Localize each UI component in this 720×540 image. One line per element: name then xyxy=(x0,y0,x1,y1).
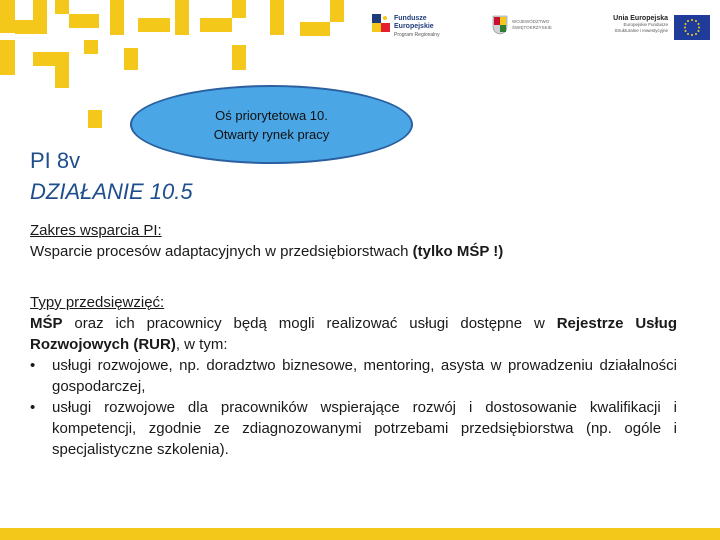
types-heading: Typy przedsięwzięć: xyxy=(30,294,165,311)
list-item xyxy=(30,355,677,397)
fe-line1: Fundusze xyxy=(394,15,427,22)
ue-line3: Strukturalne i Inwestycyjne xyxy=(614,27,668,33)
decor-block-18 xyxy=(300,22,330,36)
unia-europejska-logo xyxy=(590,10,712,50)
decor-block-1 xyxy=(0,0,15,33)
decor-block-7 xyxy=(33,52,69,66)
decor-block-9 xyxy=(84,40,98,54)
woj-line1: WOJEWÓDZTWO xyxy=(512,19,550,24)
types-intro-text2: , w tym: xyxy=(175,336,228,353)
types-intro-bold2: Rejestrze Usług Rozwojowych (RUR) xyxy=(30,315,677,353)
decor-block-19 xyxy=(330,0,344,22)
decor-block-16 xyxy=(232,45,246,70)
fundusze-europejskie-logo xyxy=(372,10,472,50)
logo-strip xyxy=(372,10,712,50)
bottom-accent-bar xyxy=(0,528,720,540)
investment-priority-title: PI 8v xyxy=(30,148,81,173)
fe-line3: Program Regionalny xyxy=(394,32,440,38)
types-intro-bold1: MŚP xyxy=(30,315,63,332)
decor-block-14 xyxy=(200,18,232,32)
decor-block-15 xyxy=(232,0,246,18)
decor-block-12 xyxy=(138,18,170,32)
priority-axis-callout xyxy=(130,85,413,164)
decor-block-13 xyxy=(175,0,189,35)
decor-block-10 xyxy=(110,0,124,35)
eu-flag-icon xyxy=(674,15,710,40)
scope-text-main: Wsparcie procesów adaptacyjnych w przedsiębiorstwach xyxy=(30,243,413,260)
bullet-icon: • xyxy=(30,399,36,416)
bullet-text-2: usługi rozwojowe dla pracowników wspierające rozwój i dostosowanie kwalifikacji i kompetencji, zgodnie ze zdiagnozowanymi potrzebami przedsiębiorstwa (np. ogóle i specjalistyczne szkolenia). xyxy=(52,399,677,458)
types-intro-text1: oraz ich pracownicy będą mogli realizować usługi dostępne w xyxy=(62,315,557,332)
coat-of-arms-icon xyxy=(492,15,508,35)
decor-block-17 xyxy=(270,0,284,35)
decor-block-8 xyxy=(55,66,69,88)
types-section xyxy=(30,292,677,460)
decor-block-6 xyxy=(69,14,99,28)
bullet-text-1: usługi rozwojowe, np. doradztwo biznesowe, mentoring, asysta w prowadzeniu działalności gospodarczej, xyxy=(52,357,677,395)
bullet-icon: • xyxy=(30,357,36,374)
decor-block-20 xyxy=(88,110,102,128)
fe-stars-icon xyxy=(372,14,392,36)
callout-line1: Oś priorytetowa 10. xyxy=(215,107,328,123)
fe-line2: Europejskie xyxy=(394,23,434,30)
scope-heading: Zakres wsparcia PI: xyxy=(30,222,162,239)
types-intro xyxy=(30,313,677,355)
callout-line2: Otwarty rynek pracy xyxy=(213,126,330,142)
scope-text xyxy=(30,241,677,262)
decor-block-11 xyxy=(124,48,138,70)
decor-block-4 xyxy=(15,20,47,34)
woj-line2: ŚWIĘTOKRZYSKIE xyxy=(512,24,552,30)
scope-section xyxy=(30,220,677,262)
action-title: DZIAŁANIE 10.5 xyxy=(30,179,193,204)
scope-text-bold: (tylko MŚP !) xyxy=(412,243,504,260)
ue-line2: Europejskie Fundusze xyxy=(623,22,668,27)
ue-line1: Unia Europejska xyxy=(613,15,668,22)
decor-block-3 xyxy=(33,0,47,20)
decor-block-5 xyxy=(55,0,69,14)
wojewodztwo-logo xyxy=(490,10,570,50)
list-item xyxy=(30,397,677,460)
decor-block-2 xyxy=(0,40,15,75)
